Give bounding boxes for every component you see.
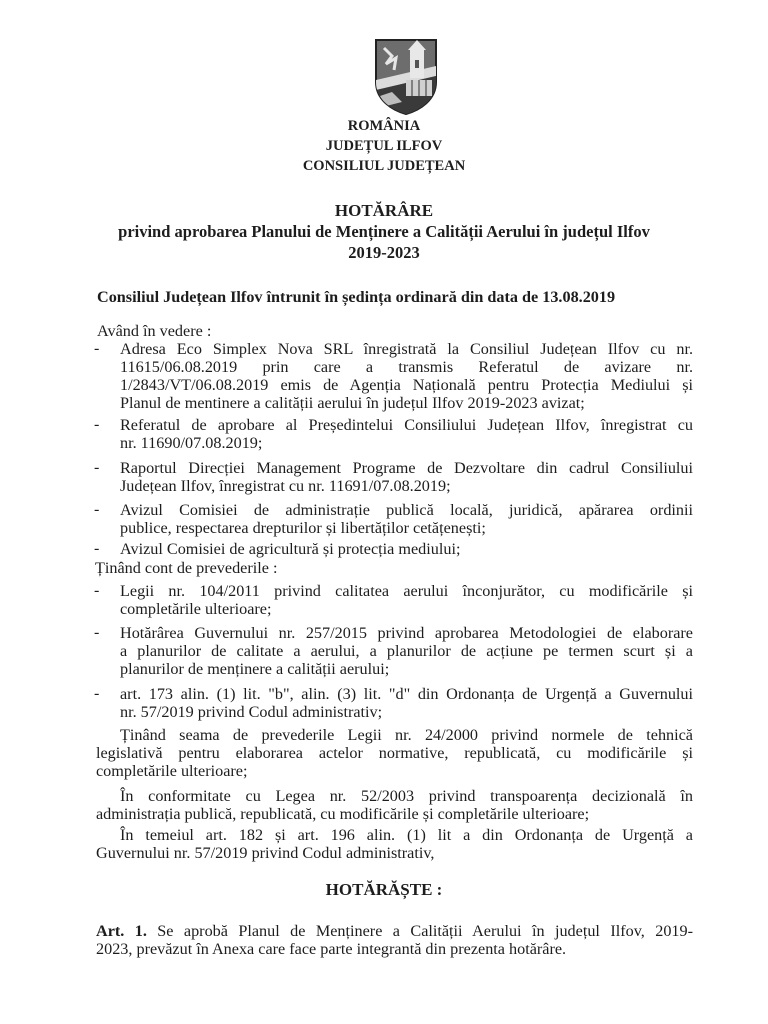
consideration-5-line1: Avizul Comisiei de agricultură și protecția mediului; xyxy=(120,540,461,558)
paragraph-3-line2: Guvernului nr. 57/2019 privind Codul administrativ, xyxy=(96,844,435,862)
consideration-2-line2: nr. 11690/07.08.2019; xyxy=(120,434,263,452)
article-1-label: Art. 1. xyxy=(96,922,147,940)
consideration-1-line2: 11615/06.08.2019 prin care a transmis Referatul de avizare nr. xyxy=(120,358,693,376)
article-1-text-line2: 2023, prevăzut în Anexa care face parte integrantă din prezenta hotărâre. xyxy=(96,940,567,958)
provision-2-line1: Hotărârea Guvernului nr. 257/2015 privind aprobarea Metodologiei de elaborare xyxy=(120,624,693,642)
article-1-text-line1: Se aprobă Planul de Menținere a Calității Aerului în județul Ilfov, 2019- xyxy=(157,922,693,940)
provisions-intro: Ținând cont de prevederile : xyxy=(95,559,278,577)
consideration-4-line1: Avizul Comisiei de administrație publică locală, juridică, apărarea ordinii xyxy=(120,501,693,519)
list-bullet: - xyxy=(94,501,100,518)
paragraph-1-line3: completările ulterioare; xyxy=(96,762,248,780)
provision-1-line2: completările ulterioare; xyxy=(120,600,272,618)
decision-heading: HOTĂRĂȘTE : xyxy=(325,880,443,899)
council-name: CONSILIUL JUDEȚEAN xyxy=(302,158,466,174)
country-name: ROMÂNIA xyxy=(347,118,421,134)
session-statement: Consiliul Județean Ilfov întrunit în ședința ordinară din data de 13.08.2019 xyxy=(97,288,616,306)
list-bullet: - xyxy=(94,340,100,357)
provision-1-line1: Legii nr. 104/2011 privind calitatea aerului înconjurător, cu modificările și xyxy=(120,582,693,600)
document-subject-line1: privind aprobarea Planului de Menținere a Calității Aerului în județul Ilfov xyxy=(118,222,650,241)
consideration-1-line1: Adresa Eco Simplex Nova SRL înregistrată la Consiliul Județean Ilfov cu nr. xyxy=(120,340,693,358)
list-bullet: - xyxy=(94,685,100,702)
provision-3-line2: nr. 57/2019 privind Codul administrativ; xyxy=(120,703,383,721)
consideration-2-line1: Referatul de aprobare al Președintelui Consiliului Județean Ilfov, înregistrat cu xyxy=(120,416,693,434)
list-bullet: - xyxy=(94,582,100,599)
consideration-4-line2: publice, respectarea drepturilor și libertăților cetățenești; xyxy=(120,519,486,537)
paragraph-1-line2: legislativă pentru elaborarea actelor normative, republicată, cu modificările și xyxy=(96,744,693,762)
list-bullet: - xyxy=(94,624,100,641)
article-1-line1 xyxy=(96,922,693,940)
document-heading: HOTĂRÂRE xyxy=(334,201,434,220)
considerations-intro: Având în vedere : xyxy=(97,322,212,340)
consideration-1-line4: Planul de mentinere a calității aerului în județul Ilfov 2019-2023 avizat; xyxy=(120,394,585,412)
list-bullet: - xyxy=(94,540,100,557)
consideration-1-line3: 1/2843/VT/06.08.2019 emis de Agenția Națională pentru Protecția Mediului și xyxy=(120,376,693,394)
provision-3-line1: art. 173 alin. (1) lit. "b", alin. (3) lit. "d" din Ordonanța de Urgență a Guvernului xyxy=(120,685,693,703)
document-subject-line2: 2019-2023 xyxy=(348,243,420,262)
county-name: JUDEȚUL ILFOV xyxy=(325,138,443,154)
consideration-3-line2: Județean Ilfov, înregistrat cu nr. 11691/07.08.2019; xyxy=(120,477,451,495)
paragraph-3-line1: În temeiul art. 182 și art. 196 alin. (1) lit a din Ordonanța de Urgență a xyxy=(120,826,693,844)
paragraph-2-line1: În conformitate cu Legea nr. 52/2003 privind transpoarența decizională în xyxy=(120,787,693,805)
list-bullet: - xyxy=(94,459,100,476)
provision-2-line3: planurilor de menținere a calității aerului; xyxy=(120,660,390,678)
consideration-3-line1: Raportul Direcției Management Programe de Dezvoltare din cadrul Consiliului xyxy=(120,459,693,477)
paragraph-1-line1: Ținând seama de prevederile Legii nr. 24/2000 privind normele de tehnică xyxy=(120,726,693,744)
provision-2-line2: a planurilor de calitate a aerului, a planurilor de acțiune pe termen scurt și a xyxy=(120,642,693,660)
ilfov-coat-of-arms-icon xyxy=(372,36,440,116)
paragraph-2-line2: administrația publică, republicată, cu modificările și completările ulterioare; xyxy=(96,805,590,823)
list-bullet: - xyxy=(94,416,100,433)
